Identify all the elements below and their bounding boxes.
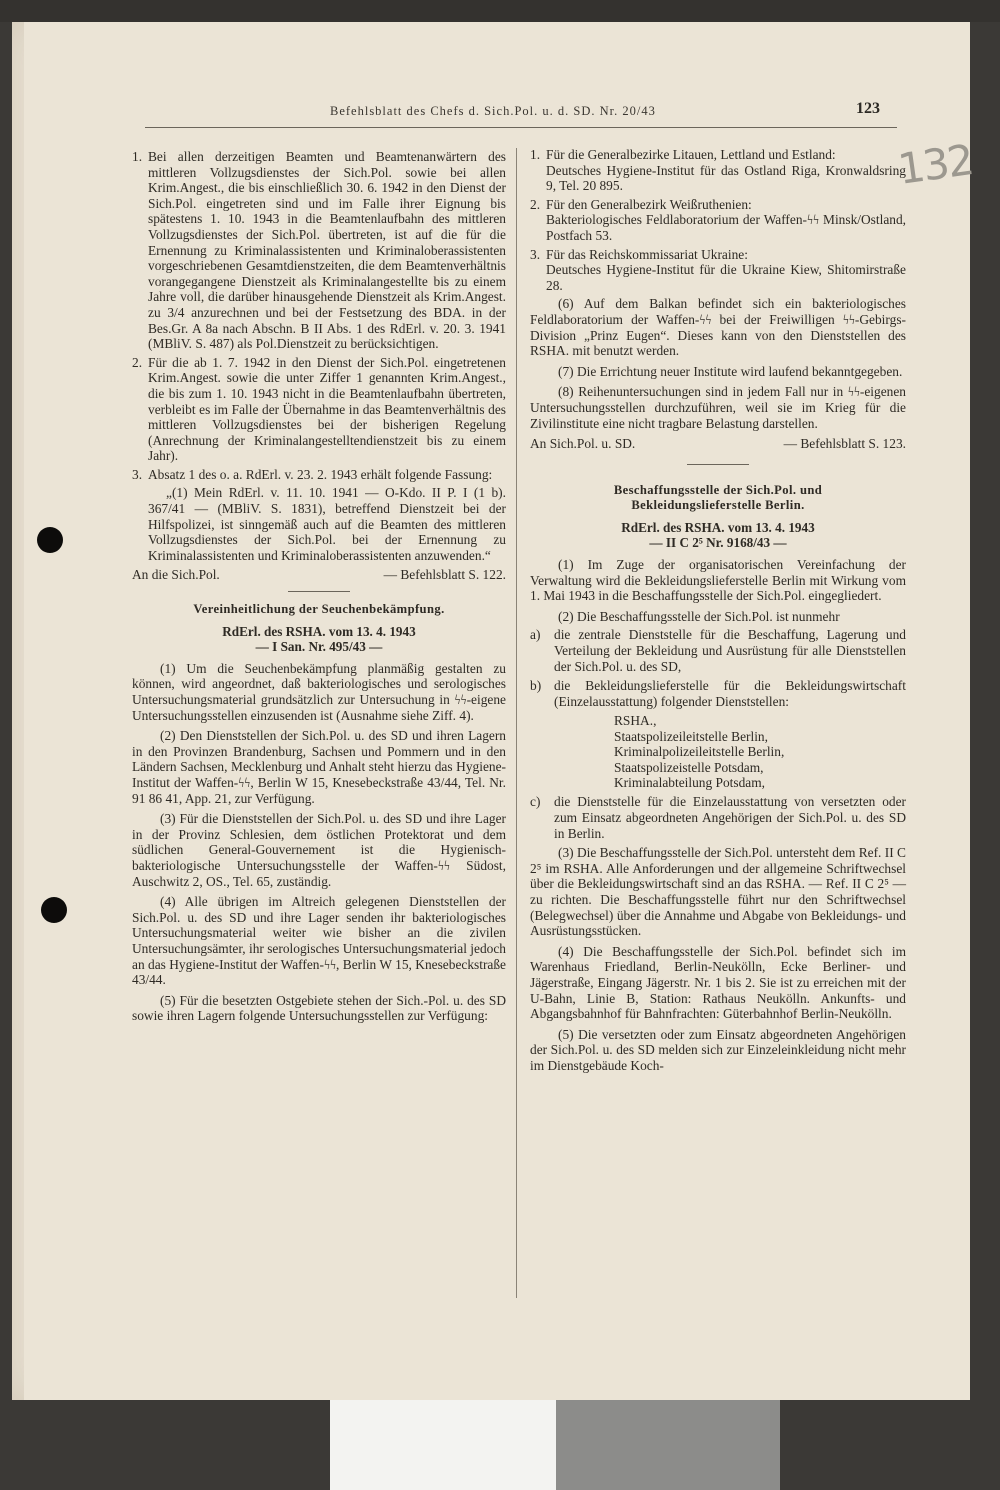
paragraph: (3) Für die Dienststellen der Sich.Pol. u. des SD und ihre Lager in der Provinz Schlesien, dem östlichen Protektorat und dem südlichen General-Gouvernement ist die Hygienisch-bakteriologische Untersuchungsstelle der Waffen-ϟϟ Südost, Auschwitz 2, OS., Tel. 65, zuständig. — [132, 811, 506, 889]
item-body — [546, 247, 906, 294]
item-number: 3. — [530, 246, 541, 262]
right-item — [530, 147, 906, 194]
scan-calibration-grey — [556, 1400, 780, 1490]
item-text: Für die ab 1. 7. 1942 in den Dienst der Sich.Pol. eingetretenen Krim.Angest. sowie die unter Ziffer 1 genannten Krim.Angest., die bis zum 1. 10. 1943 nicht in die Beamtenlaufbahn übertreten, verbleibt es im Falle der Übernahme in das Beamtenverhältnis des mittleren Vollzugsdienstes bei der bisherigen Regelung (Anrechnung der Kriminalangestelltendienstzeit bis zu einem Jahr). — [148, 354, 506, 464]
item-number: 1. — [132, 149, 143, 164]
punch-hole-lower — [41, 897, 67, 923]
left-item — [132, 467, 506, 483]
item-number: 1. — [530, 147, 541, 162]
addressee: An die Sich.Pol. — [132, 567, 220, 583]
paragraph: (4) Alle übrigen im Altreich gelegenen Dienststellen der Sich.Pol. u. des SD und ihre Lager senden ihr bakteriologisches Untersuchungsmaterial weiter wie bisher an die zivilen Untersuchungsämter, ihr serologisches Untersuchungsmaterial jedoch an das Hygiene-Institut der Waffen-ϟϟ, Berlin W 15, Knesebeckstraße 43/44. — [132, 894, 506, 988]
header-rule — [145, 127, 897, 128]
paragraph: (5) Für die besetzten Ostgebiete stehen der Sich.-Pol. u. des SD sowie ihren Lagern folgende Untersuchungsstellen zur Verfügung: — [132, 992, 506, 1024]
lettered-item — [530, 794, 906, 841]
scan-calibration-white — [330, 1400, 556, 1490]
item-text: Für den Generalbezirk Weißruthenien: — [546, 196, 752, 212]
item-text: die Bekleidungslieferstelle für die Bekleidungswirtschaft (Einzelausstattung) folgender Dienststellen: — [554, 678, 906, 709]
paragraph: (5) Die versetzten oder zum Einsatz abgeordneten Angehörigen der Sich.Pol. u. des SD melden sich zur Einzeleinkleidung nicht mehr im Dienstgebäude Koch- — [530, 1026, 906, 1073]
office-entry: Staatspolizeistelle Potsdam, — [614, 759, 764, 775]
item-letter: a) — [530, 627, 541, 643]
office-entry: RSHA., — [614, 713, 657, 729]
item-text: Für die Generalbezirke Litauen, Lettland und Estland: — [546, 147, 836, 162]
item-body — [546, 197, 906, 244]
decree-line: RdErl. des RSHA. vom 13. 4. 1943 — [222, 623, 416, 639]
paragraph: (6) Auf dem Balkan befindet sich ein bakteriologisches Feldlaboratorium der Waffen-ϟϟ bei der Freiwilligen ϟϟ-Gebirgs-Division „Prinz Eugen“. Dieses kann von den Dienststellen des RSHA. mit benutzt werden. — [530, 296, 906, 359]
item-number: 3. — [132, 466, 143, 482]
handwritten-folio-number: 132 — [894, 135, 976, 194]
column-divider — [516, 148, 517, 1298]
paragraph: (7) Die Errichtung neuer Institute wird laufend bekanntgegeben. — [558, 363, 903, 379]
left-item — [132, 149, 506, 352]
item-letter: c) — [530, 794, 541, 810]
paragraph: (1) Im Zuge der organisatorischen Vereinfachung der Verwaltung wird die Bekleidungslieferstelle Berlin mit Wirkung vom 1. Mai 1943 in die Beschaffungsstelle der Sich.Pol. eingegliedert. — [530, 557, 906, 604]
addressee-line — [132, 567, 506, 583]
lettered-item — [530, 678, 906, 709]
right-column — [530, 147, 906, 1079]
item-text: die zentrale Dienststelle für die Beschaffung, Lagerung und Verteilung der Bekleidung und Ausrüstung für alle Dienststellen der Sich.Pol. u. des SD, — [554, 627, 906, 674]
decree-number: — II C 2⁵ Nr. 9168/43 — — [649, 535, 787, 551]
addressee: An Sich.Pol. u. SD. — [530, 436, 636, 452]
item-text: Absatz 1 des o. a. RdErl. v. 23. 2. 1943 erhält folgende Fassung: — [148, 466, 493, 482]
right-item — [530, 247, 906, 294]
item-body — [546, 147, 906, 194]
office-entry: Kriminalabteilung Potsdam, — [614, 775, 765, 791]
reference: — Befehlsblatt S. 122. — [383, 567, 506, 583]
paragraph: (2) Die Beschaffungsstelle der Sich.Pol. ist nunmehr — [558, 608, 840, 624]
item-number: 2. — [530, 196, 541, 212]
paragraph: (2) Den Dienststellen der Sich.Pol. u. des SD und ihren Lagern in den Provinzen Brandenburg, Sachsen und Pommern und in den Ländern Sachsen, Mecklenburg und Anhalt steht hierzu das Hygiene-Institut der Waffen-ϟϟ, Berlin W 15, Knesebeckstraße 43/44, Tel. Nr. 91 86 41, App. 21, zur Verfügung. — [132, 728, 506, 806]
paragraph: (3) Die Beschaffungsstelle der Sich.Pol. untersteht dem Ref. II C 2⁵ im RSHA. Alle Anforderungen und der allgemeine Schriftwechsel über die Bekleidungswirtschaft sind an das RSHA. — Ref. II C 2⁵ — zu richten. Die Beschaffungsstelle führt nur den Schriftwechsel (Belegwechsel) über die Annahme und Abgabe von Bekleidungs- und Ausrüstungsstücken. — [530, 845, 906, 939]
decree-number: — I San. Nr. 495/43 — — [255, 639, 383, 655]
item-letter: b) — [530, 678, 542, 694]
right-item — [530, 197, 906, 244]
office-entry: Staatspolizeileitstelle Berlin, — [614, 728, 768, 744]
reference: — Befehlsblatt S. 123. — [783, 436, 906, 452]
left-column — [132, 149, 506, 1029]
office-entry: Kriminalpolizeileitstelle Berlin, — [614, 744, 785, 760]
scan-border — [0, 0, 1000, 22]
punch-hole-upper — [37, 527, 63, 553]
office-list — [614, 713, 906, 790]
page-number: 123 — [856, 100, 880, 117]
section-heading: Beschaffungsstelle der Sich.Pol. und Bekleidungslieferstelle Berlin. — [613, 482, 823, 513]
item-text: Für das Reichskommissariat Ukraine: — [546, 246, 748, 262]
paragraph: (8) Reihenuntersuchungen sind in jedem Fall nur in ϟϟ-eigenen Untersuchungsstellen durchzuführen, weil sie im Krieg für die Zivilinstitute eine nicht tragbare Belastung darstellen. — [530, 384, 906, 431]
left-item — [132, 355, 506, 464]
item-detail: Deutsches Hygiene-Institut für die Ukraine Kiew, Shitomirstraße 28. — [546, 262, 906, 293]
decree-line: RdErl. des RSHA. vom 13. 4. 1943 — [621, 519, 815, 535]
item-detail: Bakteriologisches Feldlaboratorium der Waffen-ϟϟ Minsk/Ostland, Postfach 53. — [546, 212, 906, 243]
section-divider — [687, 464, 749, 465]
item-number: 2. — [132, 354, 143, 370]
header-title: Befehlsblatt des Chefs d. Sich.Pol. u. d. SD. Nr. 20/43 — [330, 104, 656, 118]
section-heading: Vereinheitlichung der Seuchenbekämpfung. — [193, 602, 445, 617]
item-text: die Dienststelle für die Einzelausstattung von versetzten oder zum Einsatz abgeordneten Angehörigen der Sich.Pol. u. des SD in Berlin. — [554, 794, 906, 841]
addressee-line — [530, 436, 906, 452]
paragraph: (4) Die Beschaffungsstelle der Sich.Pol. befindet sich im Warenhaus Friedland, Berlin-Neukölln, Ecke Berliner- und Jägerstraße, Eingang Jägerstr. Nr. 1 bis 2. Sie ist zu erreichen mit der U-Bahn, Linie B, Station: Rathaus Neukölln. Ankunfts- und Abgangsbahnhof für Bahnfrachten: Güterbahnhof Berlin-Neukölln. — [530, 943, 906, 1022]
item-detail: Deutsches Hygiene-Institut für das Ostland Riga, Kronwaldsring 9, Tel. 20 895. — [546, 162, 906, 194]
quoted-amendment: „(1) Mein RdErl. v. 11. 10. 1941 — O-Kdo. II P. I (1 b). 367/41 — (MBliV. S. 1831), betreffend Dienstzeit bei der Hilfspolizei, ist sinngemäß auch auf die Beamten des mittleren Vollzugsdienstes der Sich.Pol. bei der Ernennung zu Kriminalassistenten und Kriminaloberassistenten anzuwenden.“ — [148, 485, 506, 563]
paragraph: (1) Um die Seuchenbekämpfung planmäßig gestalten zu können, wird angeordnet, daß bakteriologisches und serologisches Untersuchungsmaterial grundsätzlich zur Untersuchung in ϟϟ-eigene Untersuchungsstellen einzusenden ist (Ausnahme siehe Ziff. 4). — [132, 660, 506, 723]
section-divider — [288, 591, 350, 592]
item-text: Bei allen derzeitigen Beamten und Beamtenanwärtern des mittleren Vollzugsdienstes der Sich.Pol. sowie bei allen Krim.Angest., die bis einschließlich 30. 6. 1942 in den Dienst der Sich.Pol. eingetreten sind und im Falle ihrer Eignung bis spätestens 1. 10. 1943 in die Beamtenlaufbahn des mittleren Vollzugsdienstes der Sich.Pol. übertreten, ist auf die für die Ernennung zu Kriminalassistenten und Kriminaloberassistenten vorgeschriebenen Gesamtdienstzeiten, die dem Beamtenverhältnis vorangegangene Dienstzeit als Kriminalangestellte bis zu einem Jahre voll, die darüber hinausgehende Dienstzeit als Krim.Angest. zu 3/4 anzurechnen und bei der Festsetzung des BDA. in der Bes.Gr. A 8a nach Abschn. B II Abs. 1 des RdErl. v. 20. 3. 1941 (MBliV. S. 487) als Pol.Dienstzeit zu berücksichtigen. — [148, 149, 506, 352]
lettered-item — [530, 627, 906, 674]
